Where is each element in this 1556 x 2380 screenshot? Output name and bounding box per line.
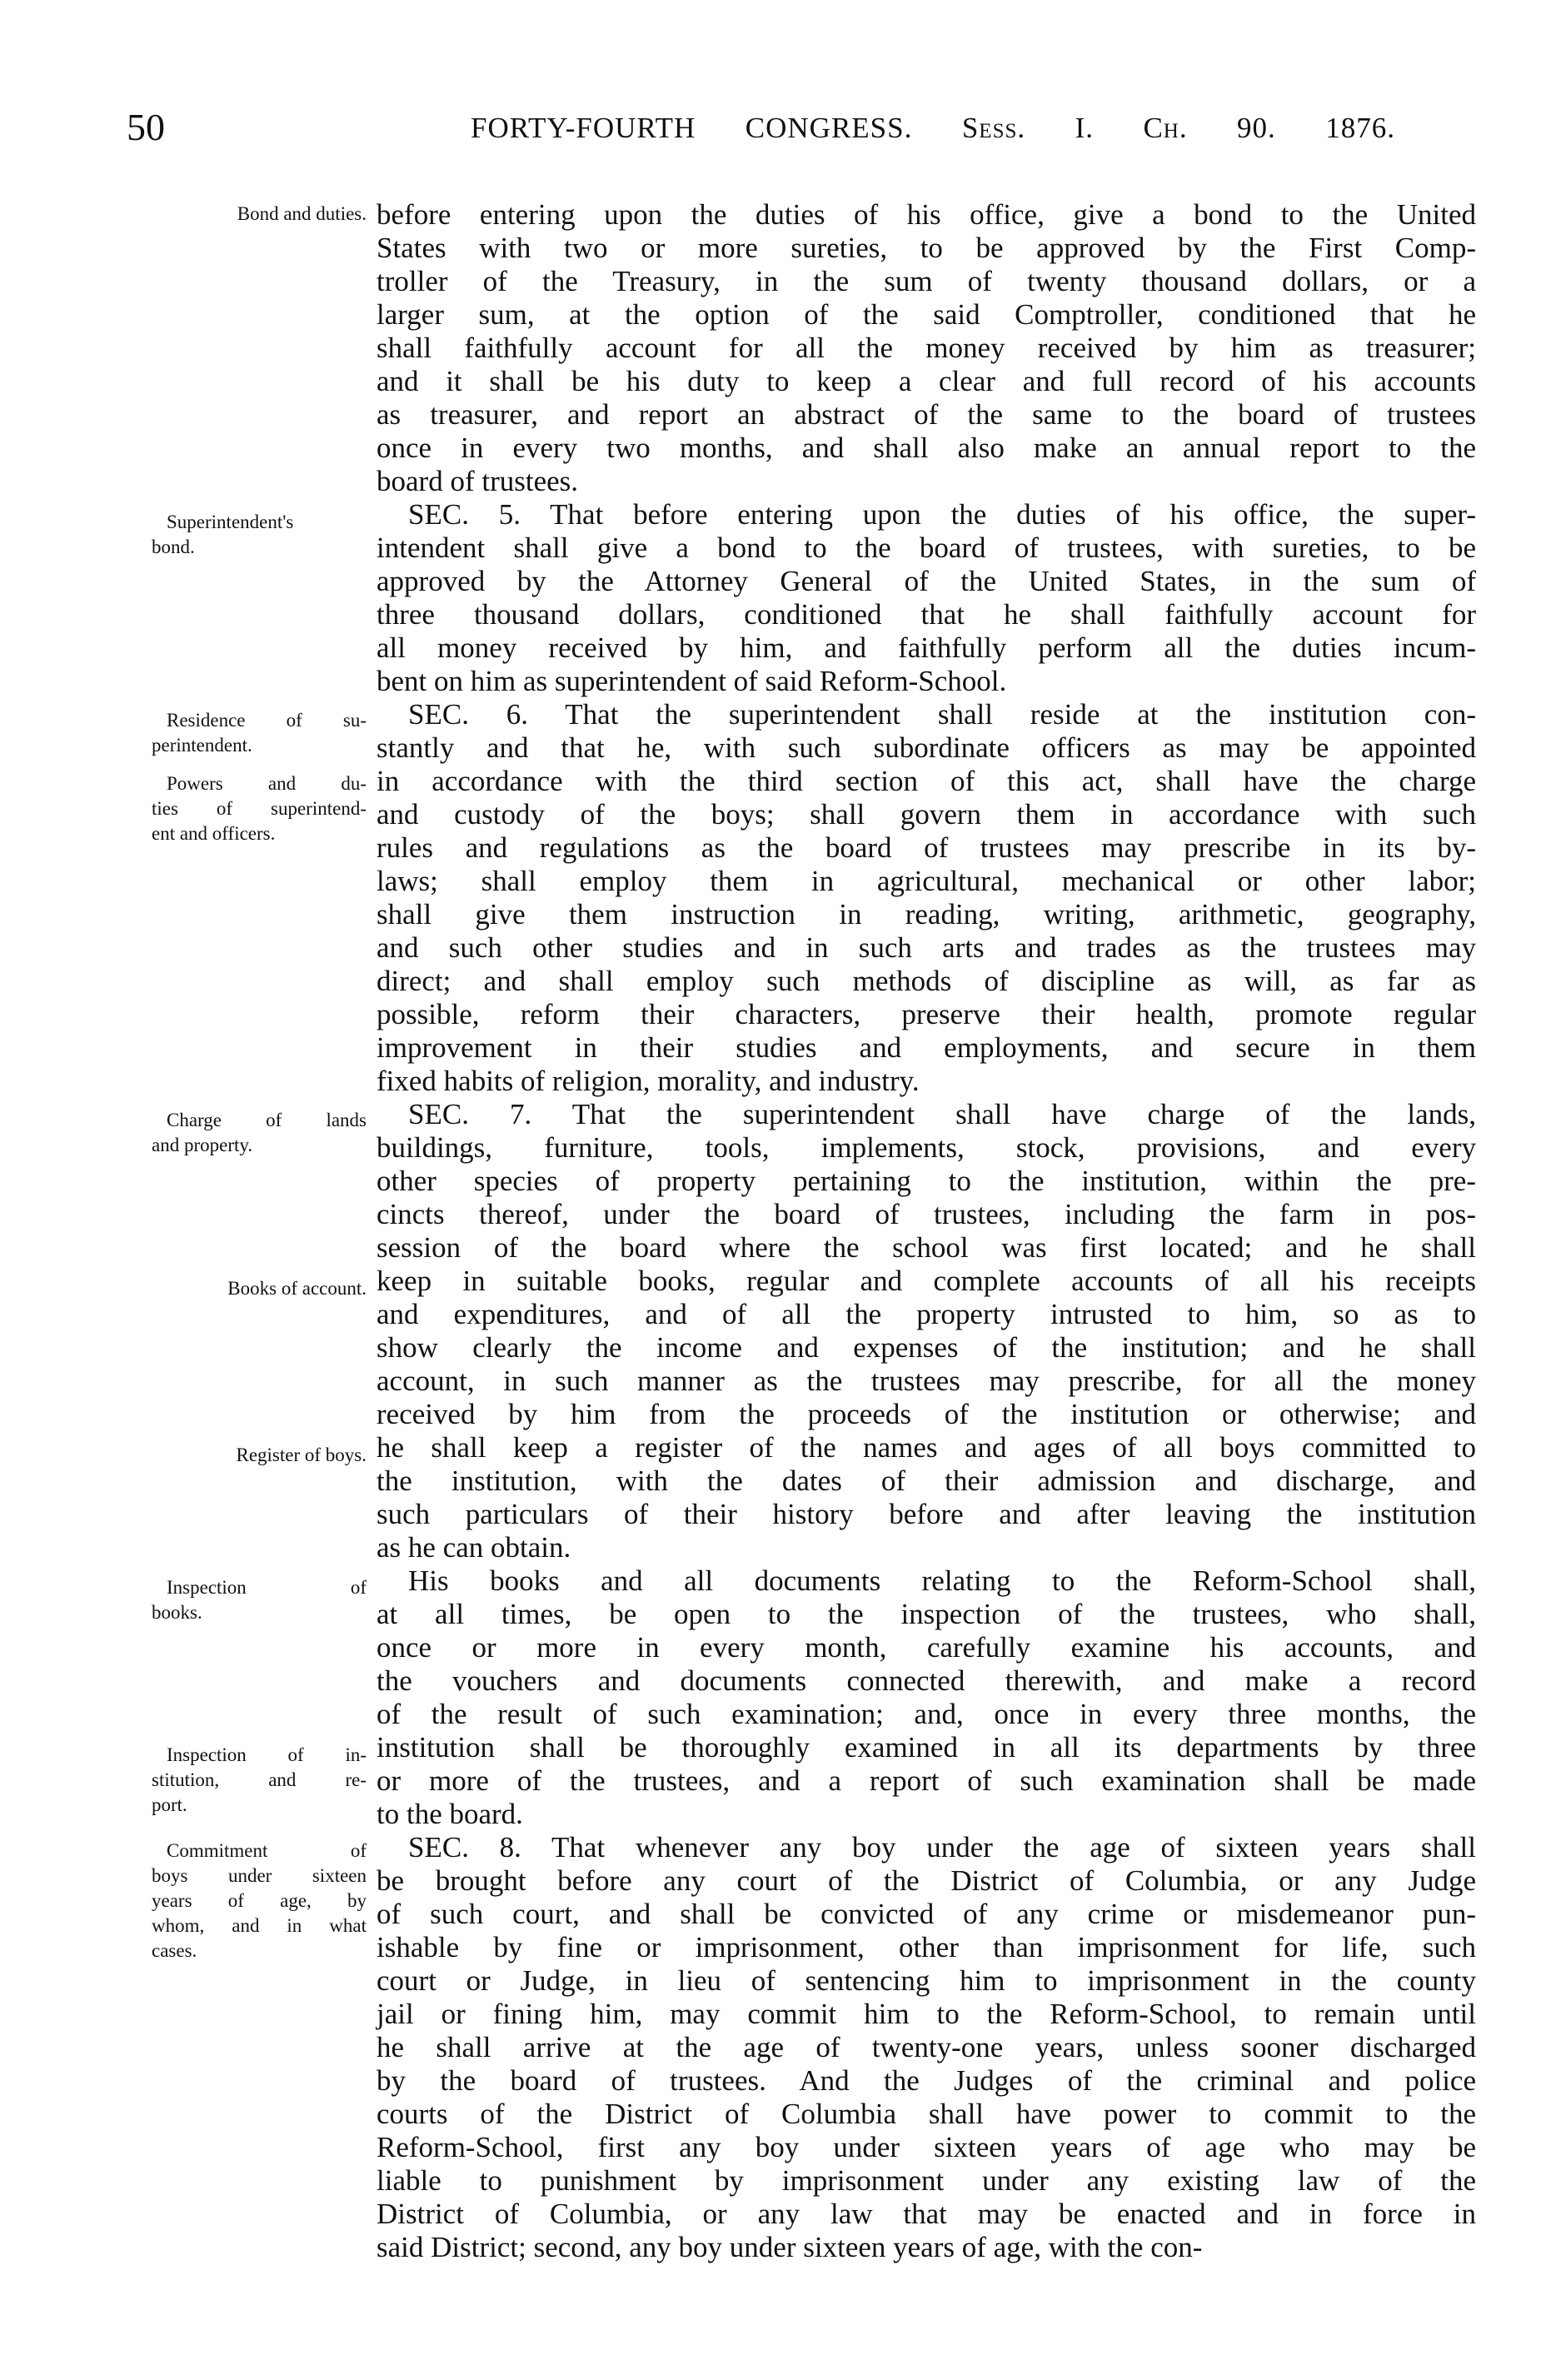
text-line: three thousand dollars, conditioned that he shall faithfully account for — [377, 598, 1476, 631]
margin-note-line: Inspection of — [167, 1577, 367, 1598]
chapter: Ch. 90. — [1143, 112, 1276, 144]
text-line: improvement in their studies and employments, and secure in them — [377, 1031, 1476, 1064]
text-line: show clearly the income and expenses of the institution; and he shall — [377, 1331, 1476, 1364]
text-line: at all times, be open to the inspection of the trustees, who shall, — [377, 1598, 1476, 1630]
text-line: SEC. 8. That whenever any boy under the age of sixteen years shall — [408, 1831, 1476, 1864]
margin-note-line: Superintendent's — [167, 511, 294, 532]
text-line: jail or fining him, may commit him to the Reform-School, to remain until — [377, 1998, 1476, 2030]
text-line: before entering upon the duties of his office, give a bond to the United — [377, 198, 1476, 231]
margin-note-line: cases. — [152, 1940, 197, 1961]
margin-note-line: Inspection of in- — [167, 1744, 367, 1765]
text-line: bent on him as superintendent of said Reform-School. — [377, 665, 1007, 697]
text-line: SEC. 6. That the superintendent shall reside at the institution con- — [408, 698, 1476, 731]
text-line: as treasurer, and report an abstract of the same to the board of trustees — [377, 398, 1476, 431]
text-line: the institution, with the dates of their admission and discharge, and — [377, 1464, 1476, 1497]
margin-note-line: years of age, by — [152, 1890, 367, 1911]
text-line: rules and regulations as the board of trustees may prescribe in its by- — [377, 831, 1476, 864]
text-line: laws; shall employ them in agricultural, mechanical or other labor; — [377, 865, 1476, 897]
text-line: ishable by fine or imprisonment, other than imprisonment for life, such — [377, 1931, 1476, 1963]
margin-note-line: perintendent. — [152, 735, 252, 756]
text-line: troller of the Treasury, in the sum of twenty thousand dollars, or a — [377, 265, 1476, 297]
margin-note-line: Commitment of — [167, 1840, 367, 1861]
margin-note-line: Bond and duties. — [237, 203, 367, 224]
text-line: keep in suitable books, regular and complete accounts of all his receipts — [377, 1265, 1476, 1297]
text-line: received by him from the proceeds of the institution or otherwise; and — [377, 1398, 1476, 1430]
margin-note — [152, 771, 367, 846]
page-number: 50 — [127, 106, 165, 148]
margin-note-line: Register of boys. — [236, 1444, 367, 1465]
margin-note-line: port. — [152, 1794, 187, 1815]
margin-note — [152, 202, 367, 227]
text-line: he shall keep a register of the names and ages of all boys committed to — [377, 1431, 1476, 1464]
text-line: be brought before any court of the District of Columbia, or any Judge — [377, 1864, 1476, 1897]
text-line: SEC. 7. That the superintendent shall have charge of the lands, — [408, 1098, 1476, 1130]
text-line: courts of the District of Columbia shall have power to commit to the — [377, 2098, 1476, 2130]
text-line: shall faithfully account for all the money received by him as treasurer; — [377, 332, 1476, 364]
text-line: account, in such manner as the trustees may prescribe, for all the money — [377, 1365, 1476, 1397]
text-line: he shall arrive at the age of twenty-one years, unless sooner discharged — [377, 2031, 1476, 2063]
text-line: session of the board where the school was first located; and he shall — [377, 1231, 1476, 1264]
margin-note — [152, 708, 367, 758]
text-line: to the board. — [377, 1798, 523, 1830]
text-line: and expenditures, and of all the property intrusted to him, so as to — [377, 1298, 1476, 1330]
text-line: once in every two months, and shall also make an annual report to the — [377, 432, 1476, 464]
text-line: of such court, and shall be convicted of any crime or misdemeanor pun- — [377, 1898, 1476, 1930]
text-line: liable to punishment by imprisonment under any existing law of the — [377, 2164, 1476, 2197]
text-line: States with two or more sureties, to be approved by the First Comp- — [377, 232, 1476, 264]
text-line: by the board of trustees. And the Judges of the criminal and police — [377, 2064, 1476, 2097]
text-line: other species of property pertaining to the institution, within the pre- — [377, 1165, 1476, 1197]
margin-note-line: Residence of su- — [167, 710, 367, 731]
text-line: District of Columbia, or any law that may be enacted and in force in — [377, 2198, 1476, 2230]
text-line: and custody of the boys; shall govern them in accordance with such — [377, 798, 1476, 831]
text-line: and such other studies and in such arts and trades as the trustees may — [377, 931, 1476, 964]
margin-note-line: Books of account. — [227, 1278, 367, 1299]
running-header — [471, 110, 1395, 147]
margin-note — [152, 1575, 367, 1625]
text-line: cincts thereof, under the board of trustees, including the farm in pos- — [377, 1198, 1476, 1230]
text-line: intendent shall give a bond to the board of trustees, with sureties, to be — [377, 531, 1476, 564]
text-line: Reform-School, first any boy under sixteen years of age who may be — [377, 2131, 1476, 2163]
text-line: the vouchers and documents connected therewith, and make a record — [377, 1664, 1476, 1697]
margin-note-line: whom, and in what — [152, 1915, 367, 1936]
running-title: FORTY-FOURTH CONGRESS. — [471, 112, 913, 144]
statute-text — [377, 198, 1476, 2264]
margin-note — [152, 1743, 367, 1818]
text-line: of the result of such examination; and, once in every three months, the — [377, 1698, 1476, 1730]
margin-note — [152, 1276, 367, 1301]
margin-note-line: ties of superintend- — [152, 798, 367, 819]
margin-note — [152, 1443, 367, 1468]
text-line: shall give them instruction in reading, writing, arithmetic, geography, — [377, 898, 1476, 931]
text-line: court or Judge, in lieu of sentencing him to imprisonment in the county — [377, 1964, 1476, 1997]
text-line: approved by the Attorney General of the United States, in the sum of — [377, 565, 1476, 597]
margin-note-line: ent and officers. — [152, 823, 276, 844]
text-line: such particulars of their history before and after leaving the institution — [377, 1498, 1476, 1530]
text-line: or more of the trustees, and a report of such examination shall be made — [377, 1764, 1476, 1797]
margin-note — [152, 1108, 367, 1158]
text-line: fixed habits of religion, morality, and industry. — [377, 1065, 920, 1097]
text-line: institution shall be thoroughly examined in all its departments by three — [377, 1731, 1476, 1764]
text-line: said District; second, any boy under sixteen years of age, with the con- — [377, 2231, 1203, 2263]
margin-note — [152, 1839, 367, 1963]
margin-note-line: bond. — [152, 536, 195, 557]
text-line: larger sum, at the option of the said Comptroller, conditioned that he — [377, 298, 1476, 331]
session: Sess. I. — [961, 112, 1094, 144]
margin-note-line: boys under sixteen — [152, 1865, 367, 1886]
text-line: stantly and that he, with such subordinate officers as may be appointed — [377, 731, 1476, 764]
margin-note — [152, 510, 367, 560]
text-line: in accordance with the third section of this act, shall have the charge — [377, 765, 1476, 797]
margin-note-line: Powers and du- — [167, 773, 367, 794]
text-line: direct; and shall employ such methods of discipline as will, as far as — [377, 965, 1476, 997]
text-line: possible, reform their characters, preserve their health, promote regular — [377, 998, 1476, 1030]
margin-note-line: and property. — [152, 1135, 253, 1155]
text-line: as he can obtain. — [377, 1531, 571, 1564]
margin-note-line: books. — [152, 1602, 202, 1623]
text-line: all money received by him, and faithfully perform all the duties incum- — [377, 631, 1476, 664]
margin-note-line: Charge of lands — [167, 1110, 367, 1130]
text-line: buildings, furniture, tools, implements, stock, provisions, and every — [377, 1131, 1476, 1164]
text-line: His books and all documents relating to the Reform-School shall, — [408, 1564, 1476, 1597]
text-line: once or more in every month, carefully examine his accounts, and — [377, 1631, 1476, 1664]
year: 1876. — [1325, 112, 1395, 144]
margin-note-line: stitution, and re- — [152, 1769, 367, 1790]
text-line: board of trustees. — [377, 465, 579, 497]
text-line: and it shall be his duty to keep a clear and full record of his accounts — [377, 365, 1476, 397]
text-line: SEC. 5. That before entering upon the duties of his office, the super- — [408, 498, 1476, 531]
